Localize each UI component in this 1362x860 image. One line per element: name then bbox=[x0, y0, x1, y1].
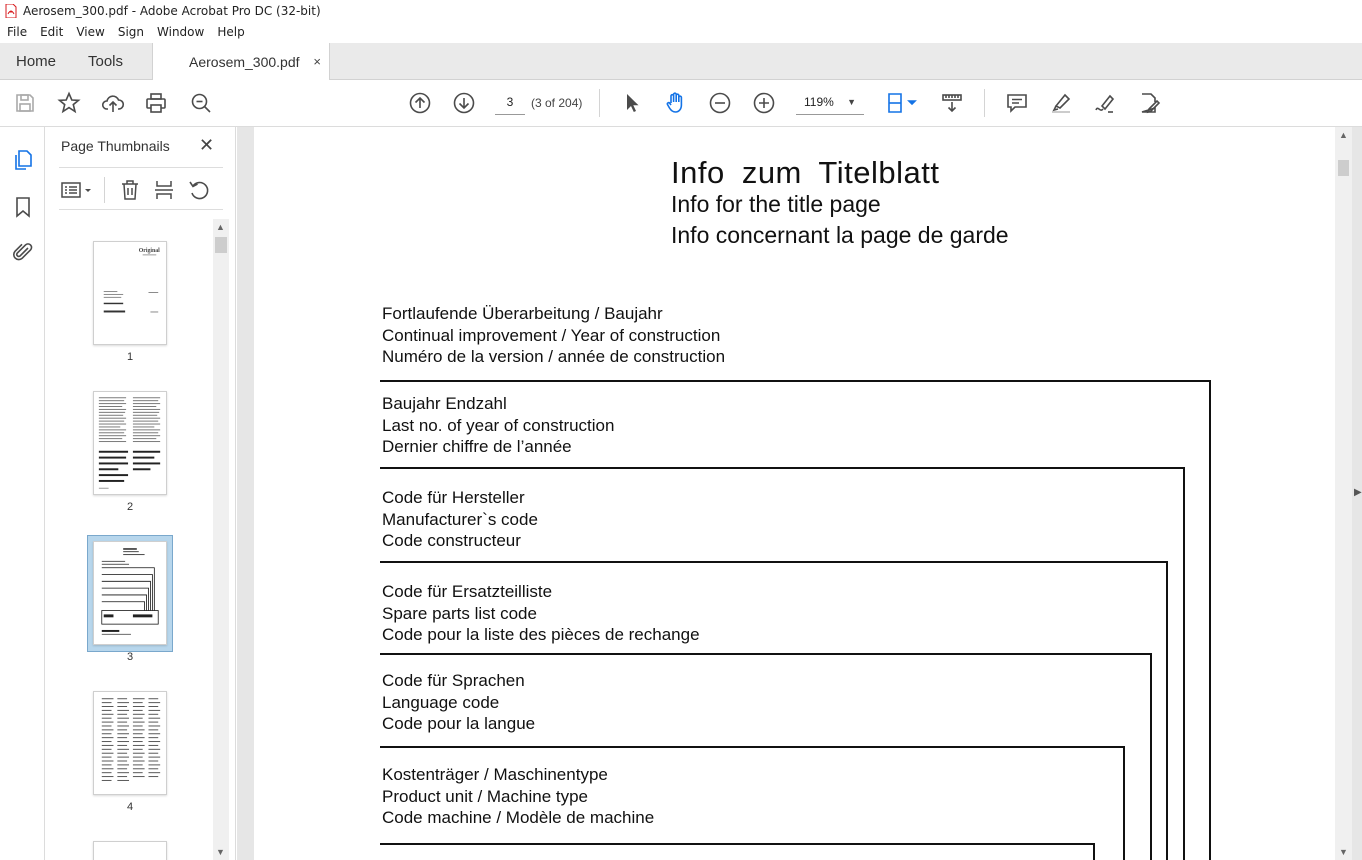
field-year bbox=[382, 393, 614, 458]
zoom-level-value: 119% bbox=[804, 95, 834, 109]
document-view bbox=[237, 127, 1362, 860]
field-label-fr: Dernier chiffre de l’année bbox=[382, 437, 572, 456]
menu-bar bbox=[0, 22, 1362, 42]
expand-right-panel-icon[interactable]: ▶ bbox=[1354, 487, 1362, 498]
fit-page-icon[interactable] bbox=[884, 90, 920, 116]
field-label-de: Code für Hersteller bbox=[382, 488, 525, 507]
thumbnail-label: 1 bbox=[126, 351, 134, 363]
field-label-en: Language code bbox=[382, 692, 500, 712]
toolbar-divider bbox=[599, 89, 600, 117]
field-language-code bbox=[382, 670, 535, 735]
comment-icon[interactable] bbox=[1004, 90, 1030, 116]
document-scrollbar[interactable] bbox=[1335, 127, 1352, 860]
close-tab-icon[interactable]: × bbox=[313, 54, 321, 69]
menu-sign[interactable]: Sign bbox=[117, 25, 145, 39]
rotate-icon[interactable] bbox=[186, 177, 212, 203]
tab-bar bbox=[0, 43, 1362, 80]
page-thumbnail-3[interactable] bbox=[93, 541, 167, 645]
page-thumbnail-4[interactable] bbox=[93, 691, 167, 795]
title-bar bbox=[0, 0, 1362, 22]
page-count: (3 of 204) bbox=[531, 96, 583, 110]
field-label-de: Code für Sprachen bbox=[382, 671, 525, 690]
panel-toolbar-divider bbox=[104, 177, 105, 203]
field-label-fr: Code pour la langue bbox=[382, 714, 536, 733]
options-menu-icon[interactable] bbox=[59, 177, 95, 203]
page-thumbnail-2[interactable] bbox=[93, 391, 167, 495]
field-label-fr: Numéro de la version / année de construction bbox=[382, 347, 726, 366]
tab-document[interactable] bbox=[152, 43, 330, 81]
menu-edit[interactable]: Edit bbox=[40, 25, 64, 39]
field-label-fr: Code machine / Modèle de machine bbox=[382, 808, 655, 827]
insert-pages-icon[interactable] bbox=[151, 177, 177, 203]
scroll-thumb[interactable] bbox=[215, 237, 227, 253]
zoom-level-select[interactable] bbox=[796, 91, 864, 115]
connector-line bbox=[380, 653, 1152, 655]
thumbnail-label: 4 bbox=[126, 801, 134, 813]
connector-line bbox=[380, 843, 1095, 845]
connector-line bbox=[1209, 380, 1211, 860]
scroll-thumb[interactable] bbox=[1338, 160, 1349, 176]
bookmarks-icon[interactable] bbox=[10, 194, 36, 220]
connector-line bbox=[380, 746, 1125, 748]
menu-help[interactable]: Help bbox=[217, 25, 245, 39]
chevron-down-icon: ▼ bbox=[847, 97, 856, 107]
acrobat-app-icon bbox=[5, 4, 17, 18]
select-cursor-icon[interactable] bbox=[619, 90, 645, 116]
print-icon[interactable] bbox=[143, 90, 169, 116]
page-1-preview bbox=[94, 242, 166, 344]
field-label-de: Baujahr Endzahl bbox=[382, 394, 507, 413]
menu-file[interactable]: File bbox=[7, 25, 28, 39]
field-machine-type bbox=[382, 764, 654, 829]
field-label-en: Product unit / Machine type bbox=[382, 786, 589, 806]
page-number-input[interactable]: 3 bbox=[495, 91, 525, 115]
close-panel-icon[interactable]: ✕ bbox=[199, 135, 215, 155]
sign-pen-icon[interactable] bbox=[1092, 90, 1118, 116]
save-icon[interactable] bbox=[12, 90, 38, 116]
field-label-de: Fortlaufende Überarbeitung / Baujahr bbox=[382, 304, 663, 323]
tab-tools[interactable]: Tools bbox=[88, 53, 124, 70]
connector-line bbox=[380, 467, 1185, 469]
menu-view[interactable]: View bbox=[76, 25, 105, 39]
thumbnail-label: 3 bbox=[126, 651, 134, 663]
panel-divider bbox=[59, 167, 223, 168]
page-4-preview bbox=[94, 692, 166, 794]
field-spare-parts-code bbox=[382, 581, 700, 646]
pdf-page bbox=[254, 127, 1335, 860]
connector-line bbox=[1183, 467, 1185, 860]
document-subtitle-en: Info for the title page bbox=[671, 191, 881, 217]
search-zoom-icon[interactable] bbox=[188, 90, 214, 116]
scroll-up-arrow-icon[interactable]: ▲ bbox=[216, 222, 225, 232]
tab-document-label: Aerosem_300.pdf bbox=[189, 54, 300, 70]
thumbnail-scrollbar[interactable] bbox=[213, 219, 229, 860]
field-label-fr: Code pour la liste des pièces de rechange bbox=[382, 625, 700, 644]
field-label-en: Last no. of year of construction bbox=[382, 415, 615, 435]
window-title: Aerosem_300.pdf - Adobe Acrobat Pro DC (32-bit) bbox=[23, 4, 321, 18]
page-thumbnail-1[interactable] bbox=[93, 241, 167, 345]
scroll-down-arrow-icon[interactable]: ▼ bbox=[216, 847, 225, 857]
toolbar-divider bbox=[984, 89, 985, 117]
toolbar bbox=[0, 80, 1362, 127]
page-thumbnails-panel bbox=[45, 127, 236, 860]
field-label-de: Kostenträger / Maschinentype bbox=[382, 765, 608, 784]
upload-cloud-icon[interactable] bbox=[100, 90, 126, 116]
field-label-en: Spare parts list code bbox=[382, 603, 537, 623]
thumbnail-label: 2 bbox=[126, 501, 134, 513]
tab-home[interactable]: Home bbox=[16, 53, 57, 70]
panel-title: Page Thumbnails bbox=[61, 138, 170, 154]
zoom-in-icon[interactable] bbox=[751, 90, 777, 116]
highlight-pen-icon[interactable] bbox=[1048, 90, 1074, 116]
scroll-mode-icon[interactable] bbox=[939, 90, 965, 116]
thumbnail-list bbox=[45, 219, 213, 860]
page-3-preview bbox=[94, 542, 166, 644]
connector-line bbox=[1093, 843, 1095, 860]
connector-line bbox=[1123, 746, 1125, 860]
svg-text:Original: Original bbox=[138, 248, 160, 255]
connector-line bbox=[1166, 561, 1168, 860]
previous-page-icon[interactable] bbox=[407, 90, 433, 116]
fill-sign-icon[interactable] bbox=[1136, 90, 1162, 116]
delete-trash-icon[interactable] bbox=[117, 177, 143, 203]
next-page-icon[interactable] bbox=[451, 90, 477, 116]
hand-tool-icon[interactable] bbox=[662, 90, 688, 116]
field-label-en: Manufacturer`s code bbox=[382, 509, 538, 529]
page-thumbnails-icon[interactable] bbox=[10, 147, 36, 173]
scroll-down-arrow-icon[interactable]: ▼ bbox=[1339, 847, 1348, 857]
page-thumbnail-5[interactable] bbox=[93, 841, 167, 860]
menu-window[interactable]: Window bbox=[157, 25, 205, 39]
connector-line bbox=[1150, 653, 1152, 860]
field-label-de: Code für Ersatzteilliste bbox=[382, 582, 553, 601]
panel-toolbar bbox=[59, 175, 229, 205]
bookmark-star-icon[interactable] bbox=[56, 90, 82, 116]
connector-line bbox=[380, 380, 1211, 382]
field-label-fr: Code constructeur bbox=[382, 531, 521, 550]
zoom-out-icon[interactable] bbox=[707, 90, 733, 116]
left-rail bbox=[0, 127, 45, 860]
document-title: Info zum Titelblatt bbox=[671, 155, 940, 190]
field-revision bbox=[382, 303, 725, 368]
panel-divider bbox=[59, 209, 223, 210]
attachments-paperclip-icon[interactable] bbox=[10, 239, 36, 265]
page-2-preview bbox=[94, 392, 166, 494]
scroll-up-arrow-icon[interactable]: ▲ bbox=[1339, 130, 1348, 140]
document-subtitle-fr: Info concernant la page de garde bbox=[671, 222, 1009, 248]
field-manufacturer-code bbox=[382, 487, 538, 552]
connector-line bbox=[380, 561, 1168, 563]
field-label-en: Continual improvement / Year of construction bbox=[382, 325, 721, 345]
